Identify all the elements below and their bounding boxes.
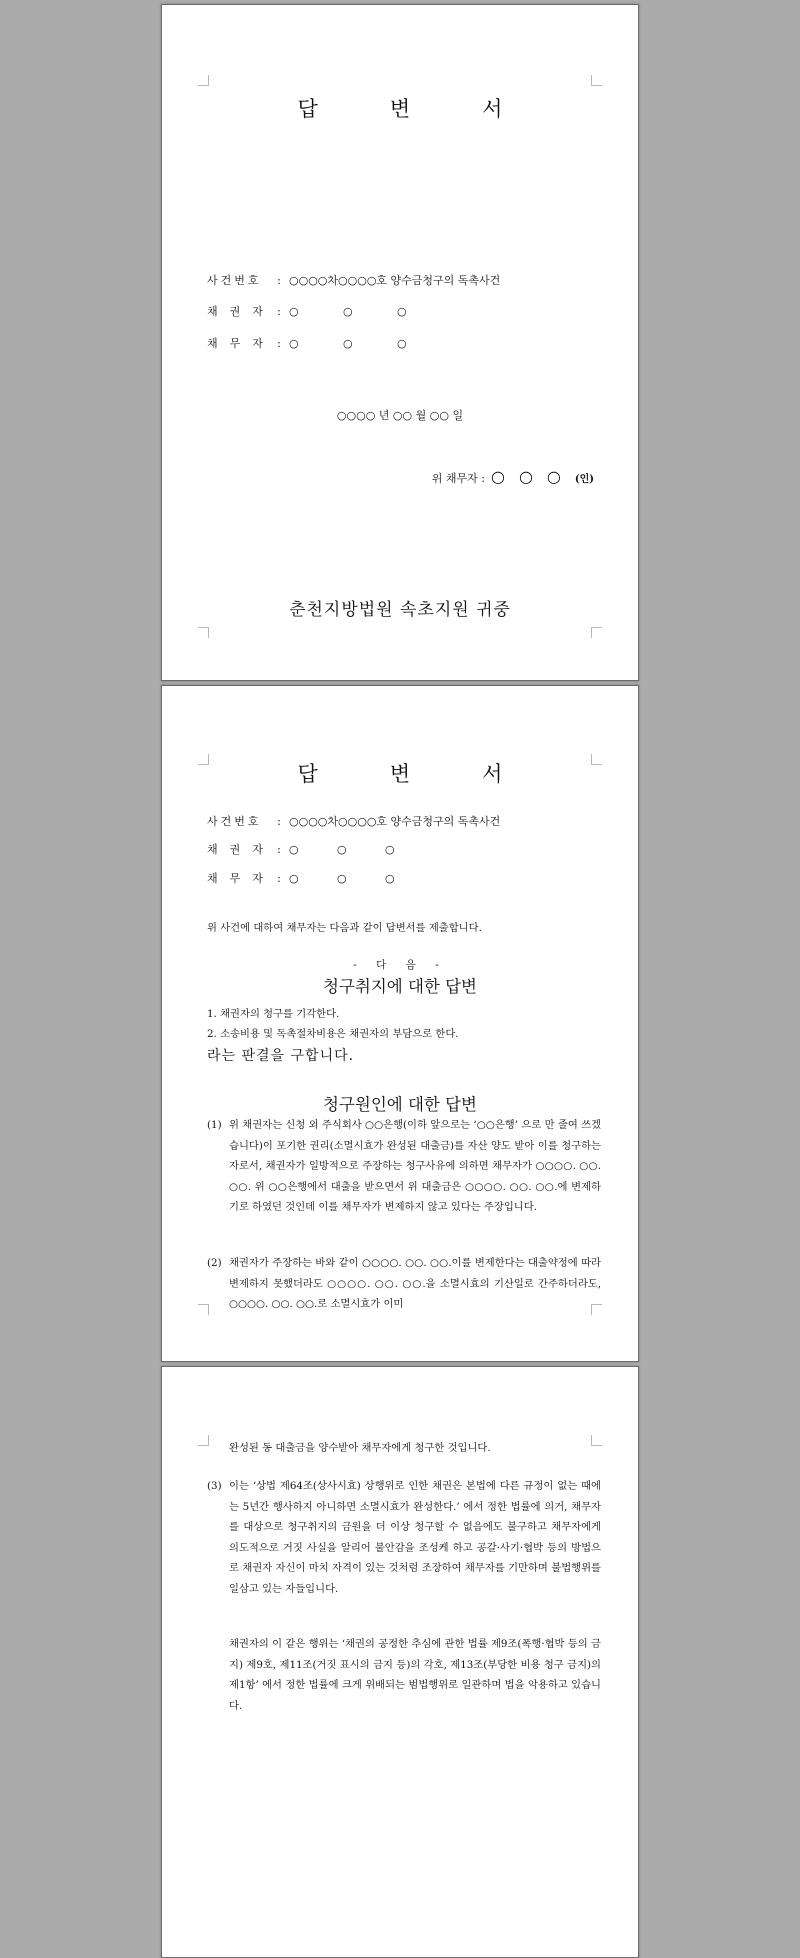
cause-item xyxy=(207,1476,601,1599)
claim-item: 1. 채권자의 청구를 기각한다. xyxy=(207,1008,340,1020)
final-paragraph: 채권자의 이 같은 행위는 ‘채권의 공정한 추심에 관한 법률 제9조(폭행·협박 등의 금지) 제9호, 제11조(거짓 표시의 금지 등)의 각호, 제13조(부당한 비용 청구 금지)의 제1항’ 에서 정한 법률에 크게 위배되는 범법행위로 일관하며 법을 악용하고 있습니다. xyxy=(229,1638,601,1712)
document-page-3 xyxy=(161,1366,639,1958)
name-circle: ○ xyxy=(385,872,395,885)
colon: : xyxy=(277,305,281,318)
name-circle: ○ xyxy=(385,843,395,856)
page-title xyxy=(162,758,638,788)
case-number-value: ○○○○차○○○○호 양수금청구의 독촉사건 xyxy=(289,815,501,828)
name-circle: ○ xyxy=(289,337,299,350)
name-circle: ○ xyxy=(397,305,407,318)
title-char: 서 xyxy=(482,97,503,121)
following-marker: - 다 음 - xyxy=(353,959,447,971)
debtor-label: 채무자 xyxy=(207,872,275,885)
colon: : xyxy=(277,872,281,885)
colon: : xyxy=(277,843,281,856)
claim-heading: 청구취지에 대한 답변 xyxy=(323,977,477,996)
title-char: 답 xyxy=(297,97,318,121)
creditor-row xyxy=(207,841,395,857)
judgment-request: 라는 판결을 구합니다. xyxy=(207,1048,355,1064)
cause-item-number: (1) xyxy=(207,1119,222,1131)
title-char: 서 xyxy=(482,762,503,786)
case-number-row xyxy=(207,272,500,288)
claim-item: 2. 소송비용 및 독촉절차비용은 채권자의 부담으로 한다. xyxy=(207,1028,459,1040)
crop-mark xyxy=(591,75,602,86)
date-line: ○○○○ 년 ○○ 월 ○○ 일 xyxy=(336,409,464,422)
signature-line xyxy=(432,467,594,486)
cause-item xyxy=(207,1115,601,1218)
continuation-text: 완성된 동 대출금을 양수받아 채무자에게 청구한 것입니다. xyxy=(229,1442,491,1454)
colon: : xyxy=(277,274,281,287)
seal-mark: (인) xyxy=(574,474,594,485)
debtor-row xyxy=(207,335,407,351)
name-circle: ○ xyxy=(343,337,353,350)
name-circle: ○ xyxy=(289,305,299,318)
cause-item-text: 이는 ‘상법 제64조(상사시효) 상행위로 인한 채권은 본법에 다른 규정이 없는 때에는 5년간 행사하지 아니하면 소멸시효가 완성한다.’ 에서 정한 법률에 의거, 채무자를 대상으로 청구취지의 금원을 더 이상 청구할 수 없음에도 불구하고 채무자에게 의도적으로 거짓 사실을 알리어 불안감을 조성케 하고 공갈·사기·협박 등의 방법으로 채권자 자신이 마치 자격이 있는 것처럼 조장하여 채무자를 기만하며 불법행위를 일삼고 있는 자들입니다. xyxy=(229,1480,601,1595)
crop-mark xyxy=(198,75,209,86)
cause-item-number: (2) xyxy=(207,1257,222,1269)
title-char: 변 xyxy=(389,762,411,786)
cause-item-text: 채권자가 주장하는 바와 같이 ○○○○. ○○. ○○.이를 변제한다는 대출약정에 따라 변제하지 못했더라도 ○○○○. ○○. ○○.을 소멸시효의 기산일로 간주하더라도, ○○○○. ○○. ○○.로 소멸시효가 이미 xyxy=(229,1257,601,1310)
creditor-row xyxy=(207,303,407,319)
page-title xyxy=(162,93,638,123)
case-number-row xyxy=(207,813,500,829)
crop-mark xyxy=(198,627,209,638)
document-page-2 xyxy=(161,685,639,1362)
name-circle: ○ xyxy=(337,872,347,885)
debtor-label: 채무자 xyxy=(207,337,275,350)
signature-label: 위 채무자 : xyxy=(431,472,485,485)
colon: : xyxy=(277,815,281,828)
court-addressee: 춘천지방법원 속초지원 귀중 xyxy=(289,600,511,620)
case-number-label: 사건번호 xyxy=(207,274,262,287)
signature-name: ○○○ xyxy=(490,467,575,486)
document-page-1 xyxy=(161,4,639,681)
crop-mark xyxy=(591,627,602,638)
colon: : xyxy=(277,337,281,350)
name-circle: ○ xyxy=(397,337,407,350)
title-char: 변 xyxy=(389,97,411,121)
cause-item-number: (3) xyxy=(207,1480,222,1492)
intro-text: 위 사건에 대하여 채무자는 다음과 같이 답변서를 제출합니다. xyxy=(207,922,482,934)
creditor-label: 채권자 xyxy=(207,843,275,856)
cause-item xyxy=(207,1253,601,1315)
crop-mark xyxy=(198,1435,209,1446)
cause-item-text: 위 채권자는 신청 외 주식회사 ○○은행(이하 앞으로는 ‘○○은행’ 으로 만 줄여 쓰겠습니다)이 포기한 권리(소멸시효가 완성된 대출금)를 자산 양도 받아 이를 청구하는 자로서, 채권자가 일방적으로 주장하는 청구사유에 의하면 채무자가 ○○○○. ○○. ○○. 위 ○○은행에서 대출을 받으면서 위 대출금은 ○○○○. ○○. ○○.에 변제하기로 하였던 것인데 이를 채무자가 변제하지 않고 있다는 주장입니다. xyxy=(229,1119,601,1213)
name-circle: ○ xyxy=(289,872,299,885)
debtor-row xyxy=(207,870,395,886)
name-circle: ○ xyxy=(337,843,347,856)
case-number-label: 사건번호 xyxy=(207,815,262,828)
name-circle: ○ xyxy=(343,305,353,318)
name-circle: ○ xyxy=(289,843,299,856)
creditor-label: 채권자 xyxy=(207,305,275,318)
cause-heading: 청구원인에 대한 답변 xyxy=(323,1095,477,1114)
title-char: 답 xyxy=(297,762,318,786)
case-number-value: ○○○○차○○○○호 양수금청구의 독촉사건 xyxy=(289,274,501,287)
